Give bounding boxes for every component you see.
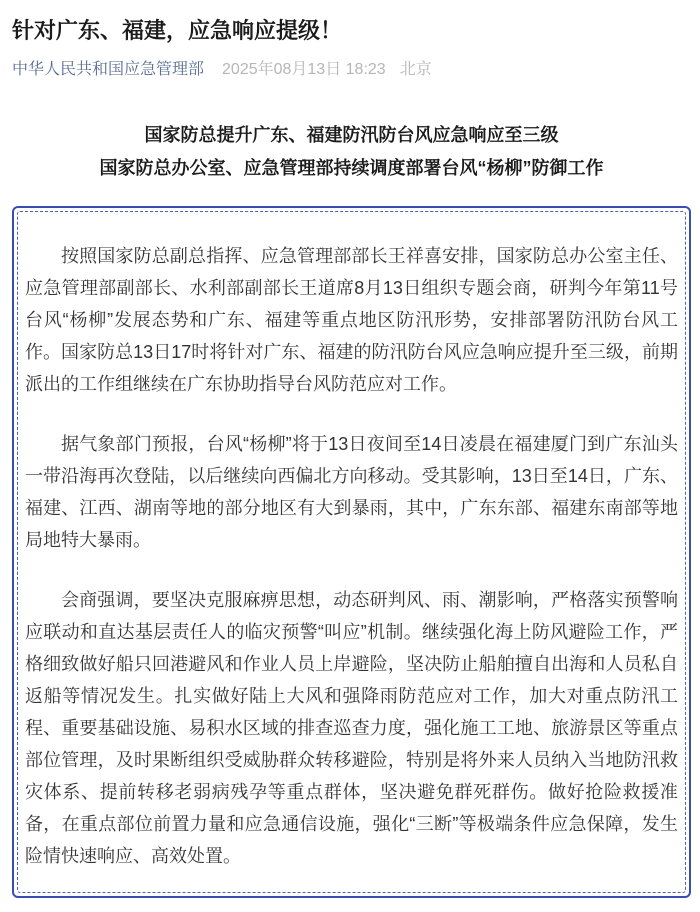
source-account-link[interactable]: 中华人民共和国应急管理部 bbox=[12, 61, 205, 78]
paragraph-2: 据气象部门预报，台风“杨柳”将于13日夜间至14日凌晨在福建厦门到广东汕头一带沿海再次登陆，以后继续向西偏北方向移动。受其影响，13日至14日，广东、福建、江西、湖南等地的部分地区有大到暴雨，其中，广东东部、福建东南部等地局地特大暴雨。 bbox=[25, 434, 678, 550]
article-title: 针对广东、福建，应急响应提级！ bbox=[12, 18, 343, 43]
content-box-inner bbox=[17, 211, 686, 893]
content-box bbox=[12, 206, 691, 898]
paragraph-3: 会商强调，要坚决克服麻痹思想，动态研判风、雨、潮影响，严格落实预警响应联动和直达基层责任人的临灾预警“叫应”机制。继续强化海上防风避险工作，严格细致做好船只回港避风和作业人员上岸避险，坚决防止船舶擅自出海和人员私自返船等情况发生。扎实做好陆上大风和强降雨防范应对工作，加大对重点防汛工程、重要基础设施、易积水区域的排查巡查力度，强化施工工地、旅游景区等重点部位管理，及时果断组织受威胁群众转移避险，特别是将外来人员纳入当地防汛救灾体系、提前转移老弱病残孕等重点群体，坚决避免群死群伤。做好抢险救援准备，在重点部位前置力量和应急通信设施，强化“三断”等极端条件应急保障，发生险情快速响应、高效处置。 bbox=[25, 590, 678, 866]
subheadline-1: 国家防总提升广东、福建防汛防台风应急响应至三级 bbox=[144, 125, 559, 145]
publish-datetime: 2025年08月13日 18:23 bbox=[222, 61, 386, 78]
subheadline-2: 国家防总办公室、应急管理部持续调度部署台风“杨柳”防御工作 bbox=[99, 158, 604, 178]
article-subheadlines bbox=[12, 119, 691, 185]
publish-location: 北京 bbox=[399, 61, 432, 78]
paragraph-1: 按照国家防总副总指挥、应急管理部部长王祥喜安排，国家防总办公室主任、应急管理部副部长、水利部副部长王道席8月13日组织专题会商，研判今年第11号台风“杨柳”发展态势和广东、福建等重点地区防汛形势，安排部署防汛防台风工作。国家防总13日17时将针对广东、福建的防汛防台风应急响应提升至三级，前期派出的工作组继续在广东协助指导台风防范应对工作。 bbox=[25, 246, 678, 394]
article-meta bbox=[12, 59, 691, 81]
